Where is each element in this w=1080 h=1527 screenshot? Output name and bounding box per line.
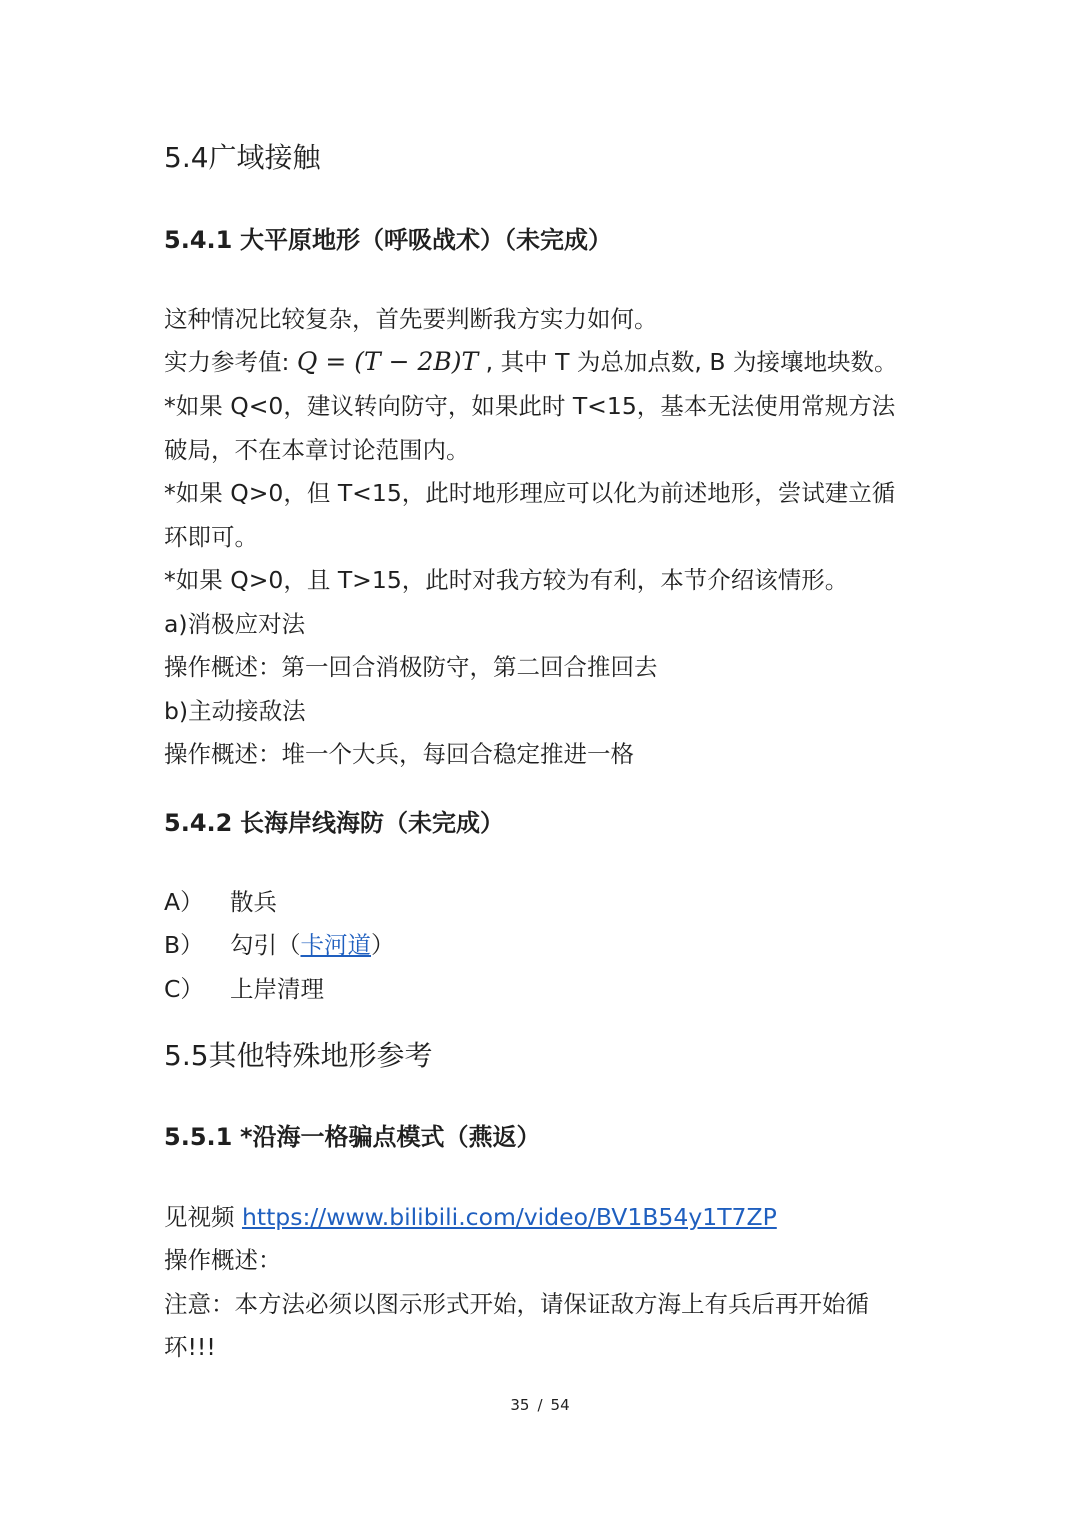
section-heading-5-4: 5.4广域接触 [164, 141, 321, 174]
paragraph-line: 注意：本方法必须以图示形式开始，请保证敌方海上有兵后再开始循 [164, 1290, 869, 1318]
formula-line [164, 345, 897, 379]
paragraph-line: *如果 Q>0，但 T<15，此时地形理应可以化为前述地形，尝试建立循 [164, 479, 896, 507]
method-b-title: b)主动接敌法 [164, 697, 306, 725]
subsection-number: 5.4.1 [164, 226, 233, 254]
video-link[interactable]: https://www.bilibili.com/video/BV1B54y1T7ZP [241, 1203, 777, 1231]
subsection-heading-5-4-2 [164, 805, 504, 841]
list-text: 勾引（ [230, 931, 301, 959]
list-marker: C） [164, 975, 204, 1003]
section-heading-5-5: 5.5其他特殊地形参考 [164, 1039, 433, 1072]
paragraph-line: 环即可。 [164, 523, 258, 551]
paragraph-line: 操作概述：第一回合消极防守，第二回合推回去 [164, 653, 658, 681]
subsection-heading-5-4-1 [164, 222, 612, 258]
method-a-title: a)消极应对法 [164, 610, 306, 638]
list-item [164, 972, 324, 1006]
formula-prefix: 实力参考值: [164, 348, 297, 376]
paragraph-line: 环!!! [164, 1333, 216, 1361]
page-separator: / [537, 1396, 543, 1414]
list-text: ） [371, 931, 395, 959]
subsection-number: 5.4.2 [164, 809, 233, 837]
list-item [164, 928, 395, 962]
subsection-title: *沿海一格骗点模式（燕返） [240, 1123, 541, 1151]
paragraph-line: 破局，不在本章讨论范围内。 [164, 436, 470, 464]
river-link[interactable]: 卡河道 [300, 931, 371, 959]
video-prefix: 见视频 [164, 1203, 242, 1231]
paragraph-line: *如果 Q>0，且 T>15，此时对我方较为有利，本节介绍该情形。 [164, 566, 849, 594]
total-pages-number: 54 [550, 1396, 570, 1414]
formula-suffix: , 其中 T 为总加点数, B 为接壤地块数。 [478, 348, 898, 376]
paragraph-line: *如果 Q<0，建议转向防守，如果此时 T<15，基本无法使用常规方法 [164, 392, 896, 420]
video-line [164, 1200, 777, 1234]
subsection-title: 长海岸线海防（未完成） [240, 809, 504, 837]
list-marker: A） [164, 888, 204, 916]
list-marker: B） [164, 931, 204, 959]
paragraph-line: 操作概述： [164, 1246, 282, 1274]
subsection-number: 5.5.1 [164, 1123, 233, 1151]
document-page [164, 0, 924, 1527]
paragraph-line: 这种情况比较复杂，首先要判断我方实力如何。 [164, 305, 658, 333]
paragraph-line: 操作概述：堆一个大兵，每回合稳定推进一格 [164, 740, 634, 768]
current-page-number: 35 [510, 1396, 530, 1414]
strength-formula: Q = (T − 2B)T [296, 347, 479, 376]
list-text: 散兵 [230, 888, 277, 916]
page-number-footer [0, 1394, 1080, 1416]
subsection-title: 大平原地形（呼吸战术）（未完成） [240, 226, 612, 254]
list-item [164, 885, 277, 919]
subsection-heading-5-5-1 [164, 1119, 541, 1155]
list-text: 上岸清理 [230, 975, 324, 1003]
